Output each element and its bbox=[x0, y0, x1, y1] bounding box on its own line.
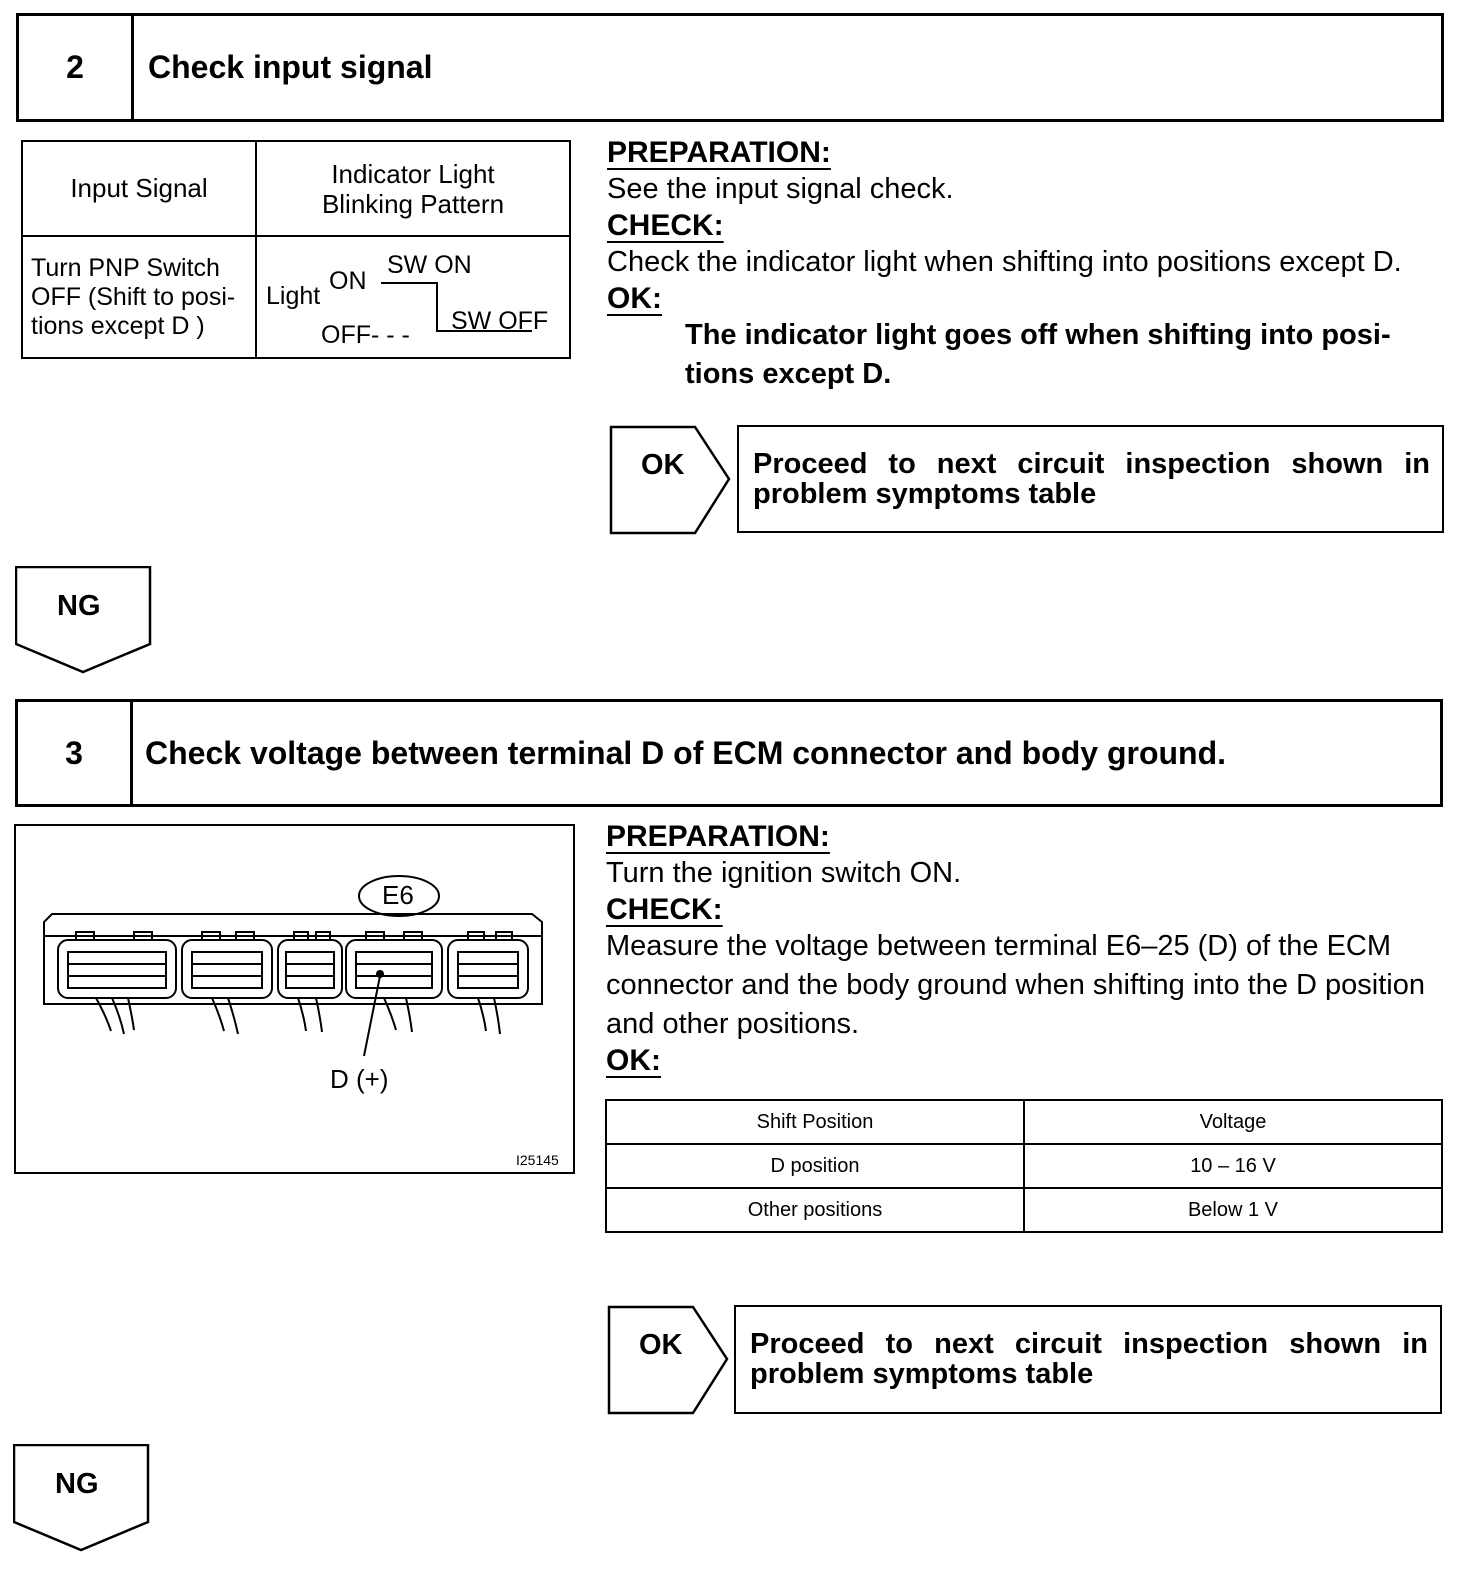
on-label: ON bbox=[329, 267, 367, 295]
ok-label: OK: bbox=[607, 282, 662, 315]
connector-e6-label: E6 bbox=[382, 880, 414, 910]
blinking-pattern-header-line1: Indicator Light bbox=[331, 158, 495, 189]
preparation-text: See the input signal check. bbox=[607, 173, 954, 205]
ng-arrow-label: NG bbox=[57, 590, 101, 622]
table-row bbox=[606, 1188, 1442, 1232]
check-label: CHECK: bbox=[607, 209, 724, 242]
preparation-text: Turn the ignition switch ON. bbox=[606, 857, 962, 889]
check-text-line1: Measure the voltage between terminal E6–25 (D) of the ECM bbox=[606, 930, 1392, 962]
input-signal-cell bbox=[22, 236, 256, 358]
step-3-header bbox=[15, 699, 1443, 807]
ecm-connector-drawing bbox=[16, 826, 573, 1172]
off-label: OFF- - - bbox=[321, 321, 410, 349]
check-text bbox=[606, 927, 1446, 1044]
check-label: CHECK: bbox=[606, 893, 723, 926]
ok-result-box: Proceed to next circuit inspection shown in problem symptoms table bbox=[734, 1305, 1442, 1414]
step-2-header bbox=[16, 13, 1444, 122]
ok-criteria bbox=[607, 316, 1447, 394]
sw-off-label: SW OFF bbox=[451, 307, 549, 335]
blinking-pattern-cell bbox=[256, 236, 570, 358]
table-header-row bbox=[606, 1100, 1442, 1144]
input-signal-line3: tions except D ) bbox=[31, 311, 205, 340]
ok-result-box: Proceed to next circuit inspection shown in problem symptoms table bbox=[737, 425, 1444, 533]
blinking-pattern-header bbox=[256, 141, 570, 236]
light-label: Light bbox=[266, 282, 321, 310]
step-2-instructions bbox=[607, 136, 1447, 394]
step-2-number: 2 bbox=[19, 16, 134, 119]
table-row bbox=[606, 1144, 1442, 1188]
ok-criteria-line1: The indicator light goes off when shifting into posi- bbox=[685, 319, 1391, 351]
column-header-voltage: Voltage bbox=[1024, 1100, 1442, 1144]
input-signal-line1: Turn PNP Switch bbox=[31, 253, 220, 282]
ecm-connector-figure bbox=[14, 824, 575, 1174]
check-text: Check the indicator light when shifting into positions except D. bbox=[607, 246, 1402, 278]
ok-arrow bbox=[609, 425, 731, 535]
blinking-pattern-diagram bbox=[257, 237, 569, 357]
sw-on-label: SW ON bbox=[387, 251, 472, 279]
check-text-line2: connector and the body ground when shifting into the D position bbox=[606, 969, 1425, 1001]
voltage-table bbox=[605, 1099, 1443, 1233]
ok-arrow-label: OK bbox=[641, 449, 685, 481]
figure-id: I25145 bbox=[516, 1152, 559, 1168]
input-signal-header: Input Signal bbox=[22, 141, 256, 236]
cell-shift-position: Other positions bbox=[606, 1188, 1024, 1232]
step-3-number: 3 bbox=[18, 702, 133, 804]
ok-arrow-label: OK bbox=[639, 1329, 683, 1361]
preparation-label: PREPARATION: bbox=[607, 136, 831, 169]
cell-voltage: Below 1 V bbox=[1024, 1188, 1442, 1232]
ng-arrow-label: NG bbox=[55, 1468, 99, 1500]
preparation-label: PREPARATION: bbox=[606, 820, 830, 853]
step-3-title: Check voltage between terminal D of ECM connector and body ground. bbox=[145, 734, 1227, 771]
ng-arrow bbox=[15, 566, 153, 676]
blinking-pattern-header-line2: Blinking Pattern bbox=[321, 188, 505, 219]
step-2-title: Check input signal bbox=[148, 49, 433, 85]
check-text-line3: and other positions. bbox=[606, 1008, 860, 1040]
ng-arrow bbox=[13, 1444, 151, 1554]
cell-voltage: 10 – 16 V bbox=[1024, 1144, 1442, 1188]
cell-shift-position: D position bbox=[606, 1144, 1024, 1188]
terminal-d-label: D (+) bbox=[330, 1064, 389, 1094]
input-signal-line2: OFF (Shift to posi- bbox=[31, 282, 236, 311]
step-3-instructions bbox=[606, 820, 1446, 1078]
column-header-shift-position: Shift Position bbox=[606, 1100, 1024, 1144]
ok-label: OK: bbox=[606, 1044, 661, 1077]
input-signal-table bbox=[21, 140, 571, 359]
ok-arrow bbox=[607, 1305, 729, 1415]
ok-criteria-line2: tions except D. bbox=[685, 358, 892, 390]
